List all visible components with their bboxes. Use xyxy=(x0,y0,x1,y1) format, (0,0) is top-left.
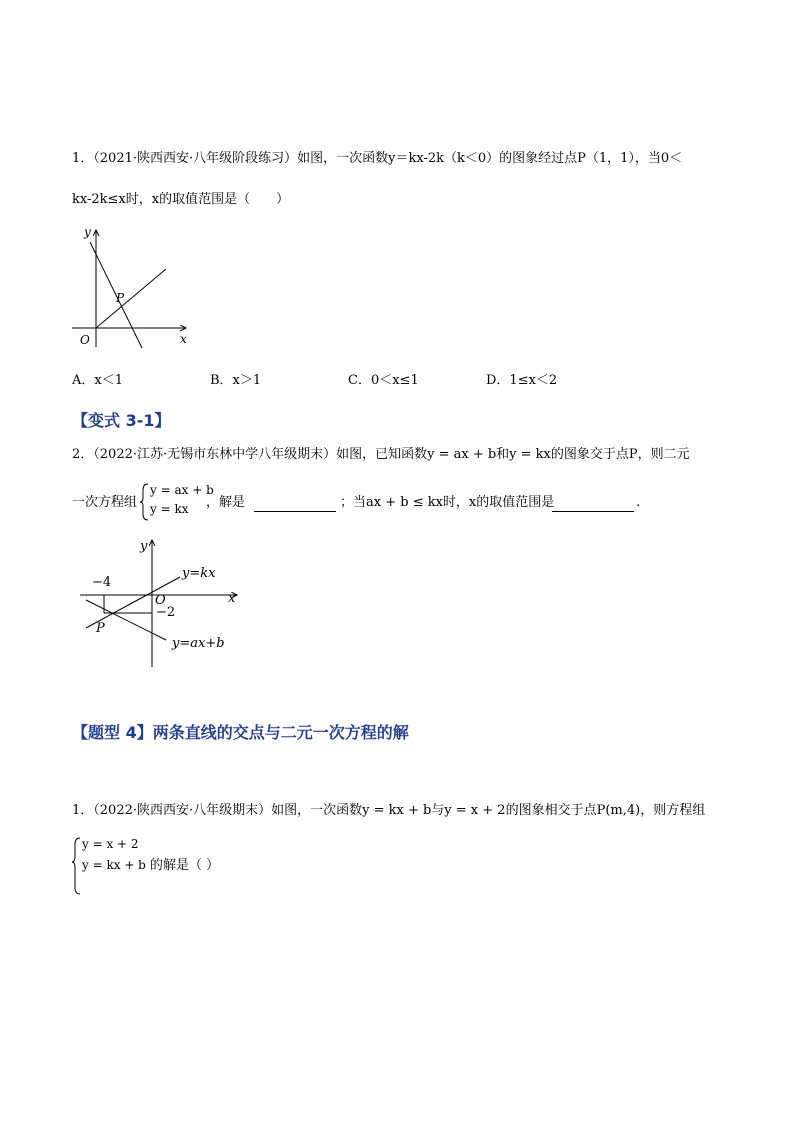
q1-origin-label: O xyxy=(80,333,90,347)
q2-line2-mid2: ；当ax + b ≤ kx时，x的取值范围是 xyxy=(340,495,555,510)
q2-line2-mid: ，解是 xyxy=(206,495,246,510)
q3-line1: 1．（2022·陕西西安·八年级期末）如图，一次函数y = kx + b与y = x + 2的图象相交于点P(m,4)，则方程组 xyxy=(72,803,706,818)
q3-system-brace xyxy=(72,836,80,900)
q2-y-label: y xyxy=(140,539,148,554)
q2-system-brace xyxy=(140,482,148,526)
section-heading: 【题型 4】两条直线的交点与二元一次方程的解 xyxy=(72,723,409,742)
q1-x-label: x xyxy=(180,332,187,346)
q1-option-b: B．x＞1 xyxy=(210,373,262,388)
q2-point-p-label: P xyxy=(96,621,105,636)
q1-line1: 1．（2021·陕西西安·八年级阶段练习）如图，一次函数y＝kx-2k（k＜0）的图象经过点P（1，1），当0＜ xyxy=(72,151,683,166)
q2-line1: 2．（2022·江苏·无锡市东林中学八年级期末）如图，已知函数y = ax + b和y = kx的图象交于点P，则二元 xyxy=(72,447,690,462)
q2-line1-label: y=kx xyxy=(182,566,216,581)
q2-system-eq2: y = kx xyxy=(150,502,189,516)
q2-blank-1 xyxy=(254,497,336,516)
q3-system-eq2: y = kx + b xyxy=(82,858,146,872)
q3-line2-suffix: 的解是（ ） xyxy=(150,858,220,873)
q2-graph xyxy=(72,532,252,672)
q1-line-y-eq-x xyxy=(96,269,166,328)
variant-heading: 【变式 3-1】 xyxy=(72,411,171,430)
q1-option-c: C．0＜x≤1 xyxy=(348,373,419,388)
q2-tick-y-label: −2 xyxy=(156,605,176,620)
q1-point-p-label: P xyxy=(116,291,125,305)
q1-graph xyxy=(66,222,206,352)
q1-option-d: D．1≤x＜2 xyxy=(486,373,558,388)
q2-origin-label: O xyxy=(155,593,166,608)
q2-x-label: x xyxy=(228,591,236,606)
q1-option-a: A．x＜1 xyxy=(72,373,123,388)
q2-system-eq1: y = ax + b xyxy=(150,483,214,497)
q2-line2-label: y=ax+b xyxy=(172,636,225,651)
q3-system-eq1: y = x + 2 xyxy=(82,837,139,851)
q2-blank-2 xyxy=(552,497,634,516)
q1-line2: kx-2k≤x时，x的取值范围是（ ） xyxy=(72,192,290,207)
q2-line2-end: . xyxy=(636,495,641,510)
q1-y-label: y xyxy=(84,225,91,239)
q2-tick-x-label: −4 xyxy=(92,575,112,590)
q2-line2-prefix: 一次方程组 xyxy=(72,495,138,510)
